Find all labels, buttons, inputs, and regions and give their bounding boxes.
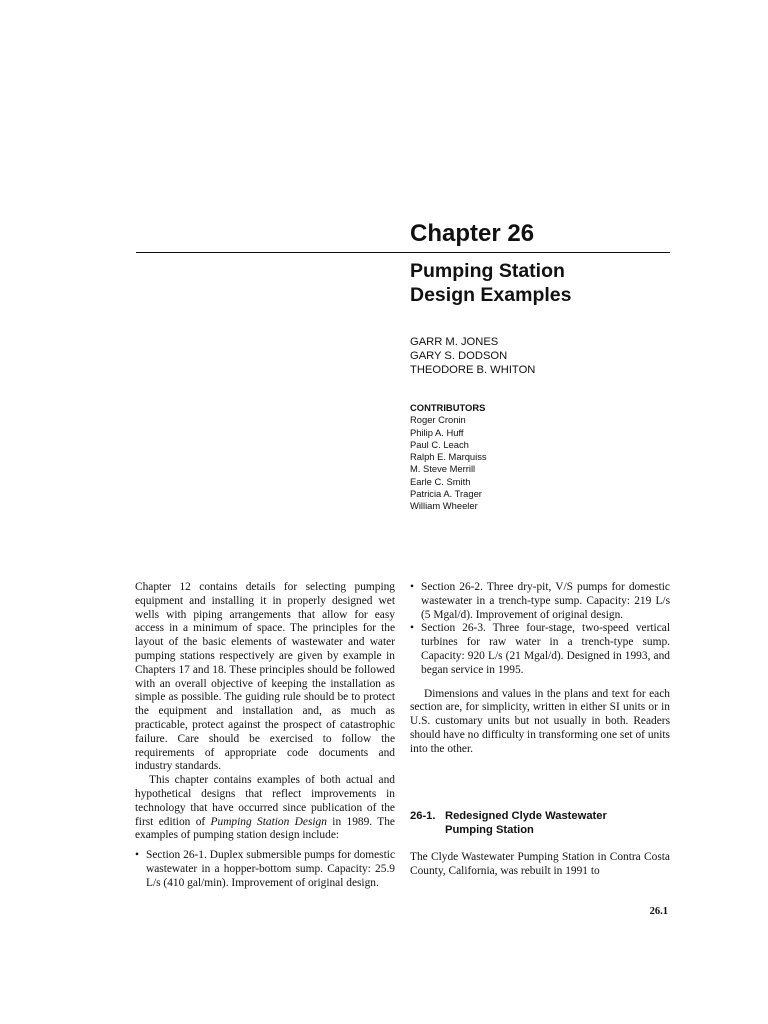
chapter-rule (136, 252, 670, 253)
contributors-block (410, 402, 487, 513)
contributor-name: Paul C. Leach (410, 438, 469, 450)
contributor-name: Patricia A. Trager (410, 488, 482, 500)
contributor-name: Ralph E. Marquiss (410, 451, 487, 463)
chapter-title-line-1: Pumping Station (410, 260, 565, 282)
bullet-item-section-26-1: • Section 26-1. Duplex submersible pumps for domestic wastewater in a hopper-bottom sump. Capacity: 25.9 L/s (410 gal/min). Improvement of original design. (135, 849, 395, 890)
chapter-label: Chapter 26 (410, 220, 535, 247)
chapter-title-line-2: Design Examples (410, 284, 572, 306)
author-list (410, 335, 535, 377)
examples-paragraph-text: This chapter contains examples of both actual and hypothetical designs that reflect improvements in technology that have occurred since publication of the first edition of (135, 774, 395, 828)
section-number: 26-1. (410, 810, 436, 822)
bullet-item-section-26-2: • Section 26-2. Three dry-pit, V/S pumps for domestic wastewater in a trench-type sump. Capacity: 219 L/s (5 Mgal/d). Improvement of original design. (410, 581, 670, 622)
author-name: GARY S. DODSON (410, 350, 508, 362)
examples-paragraph (135, 774, 395, 843)
contributor-name: Earle C. Smith (410, 475, 471, 487)
author-name: THEODORE B. WHITON (410, 364, 536, 376)
book-title: Pumping Station Design (210, 815, 327, 828)
contributors-heading: CONTRIBUTORS (410, 402, 486, 413)
contributor-name: William Wheeler (410, 500, 478, 512)
section-paragraph: The Clyde Wastewater Pumping Station in Contra Costa County, California, was rebuilt in 1991 to (410, 851, 670, 877)
section-heading (410, 809, 670, 837)
page-number: 26.1 (649, 906, 668, 917)
left-text-column (135, 581, 395, 891)
section-title-line-1: Redesigned Clyde Wastewater (445, 810, 607, 822)
intro-paragraph: Chapter 12 contains details for selecting pumping equipment and installing it in properly designed wet wells with piping arrangements that allow for easy access in a minimum of space. The principles for the layout of the basic elements of wastewater and water pumping stations respectively are given by example in Chapters 17 and 18. These principles should be followed with an overall objective of keeping the installation as simple as possible. The guiding rule should be to protect the equipment and installation and, as much as practicable, protect against the prospect of catastrophic failure. Care should be exercised to follow the requirements of appropriate code documents and industry standards. (135, 581, 395, 773)
right-text-column (410, 581, 670, 757)
units-paragraph: Dimensions and values in the plans and text for each section are, for simplicity, written in either SI units or in U.S. customary units but not usually in both. Readers should have no difficulty in transforming one set of units into the other. (410, 687, 670, 755)
chapter-title (410, 259, 571, 307)
section-body (410, 851, 670, 879)
author-name: GARR M. JONES (410, 336, 499, 348)
section-title-line-2: Pumping Station (445, 824, 534, 836)
contributor-name: Philip A. Huff (410, 426, 464, 438)
examples-paragraph-end: in 1989. The examples of pumping station design include: (135, 815, 395, 842)
spacer (410, 678, 670, 688)
contributor-name: Roger Cronin (410, 414, 466, 426)
contributor-name: M. Steve Merrill (410, 463, 476, 475)
bullet-item-section-26-3: • Section 26-3. Three four-stage, two-speed vertical turbines for raw water in a trench-type sump. Capacity: 920 L/s (21 Mgal/d). Designed in 1993, and began service in 1995. (410, 622, 670, 677)
